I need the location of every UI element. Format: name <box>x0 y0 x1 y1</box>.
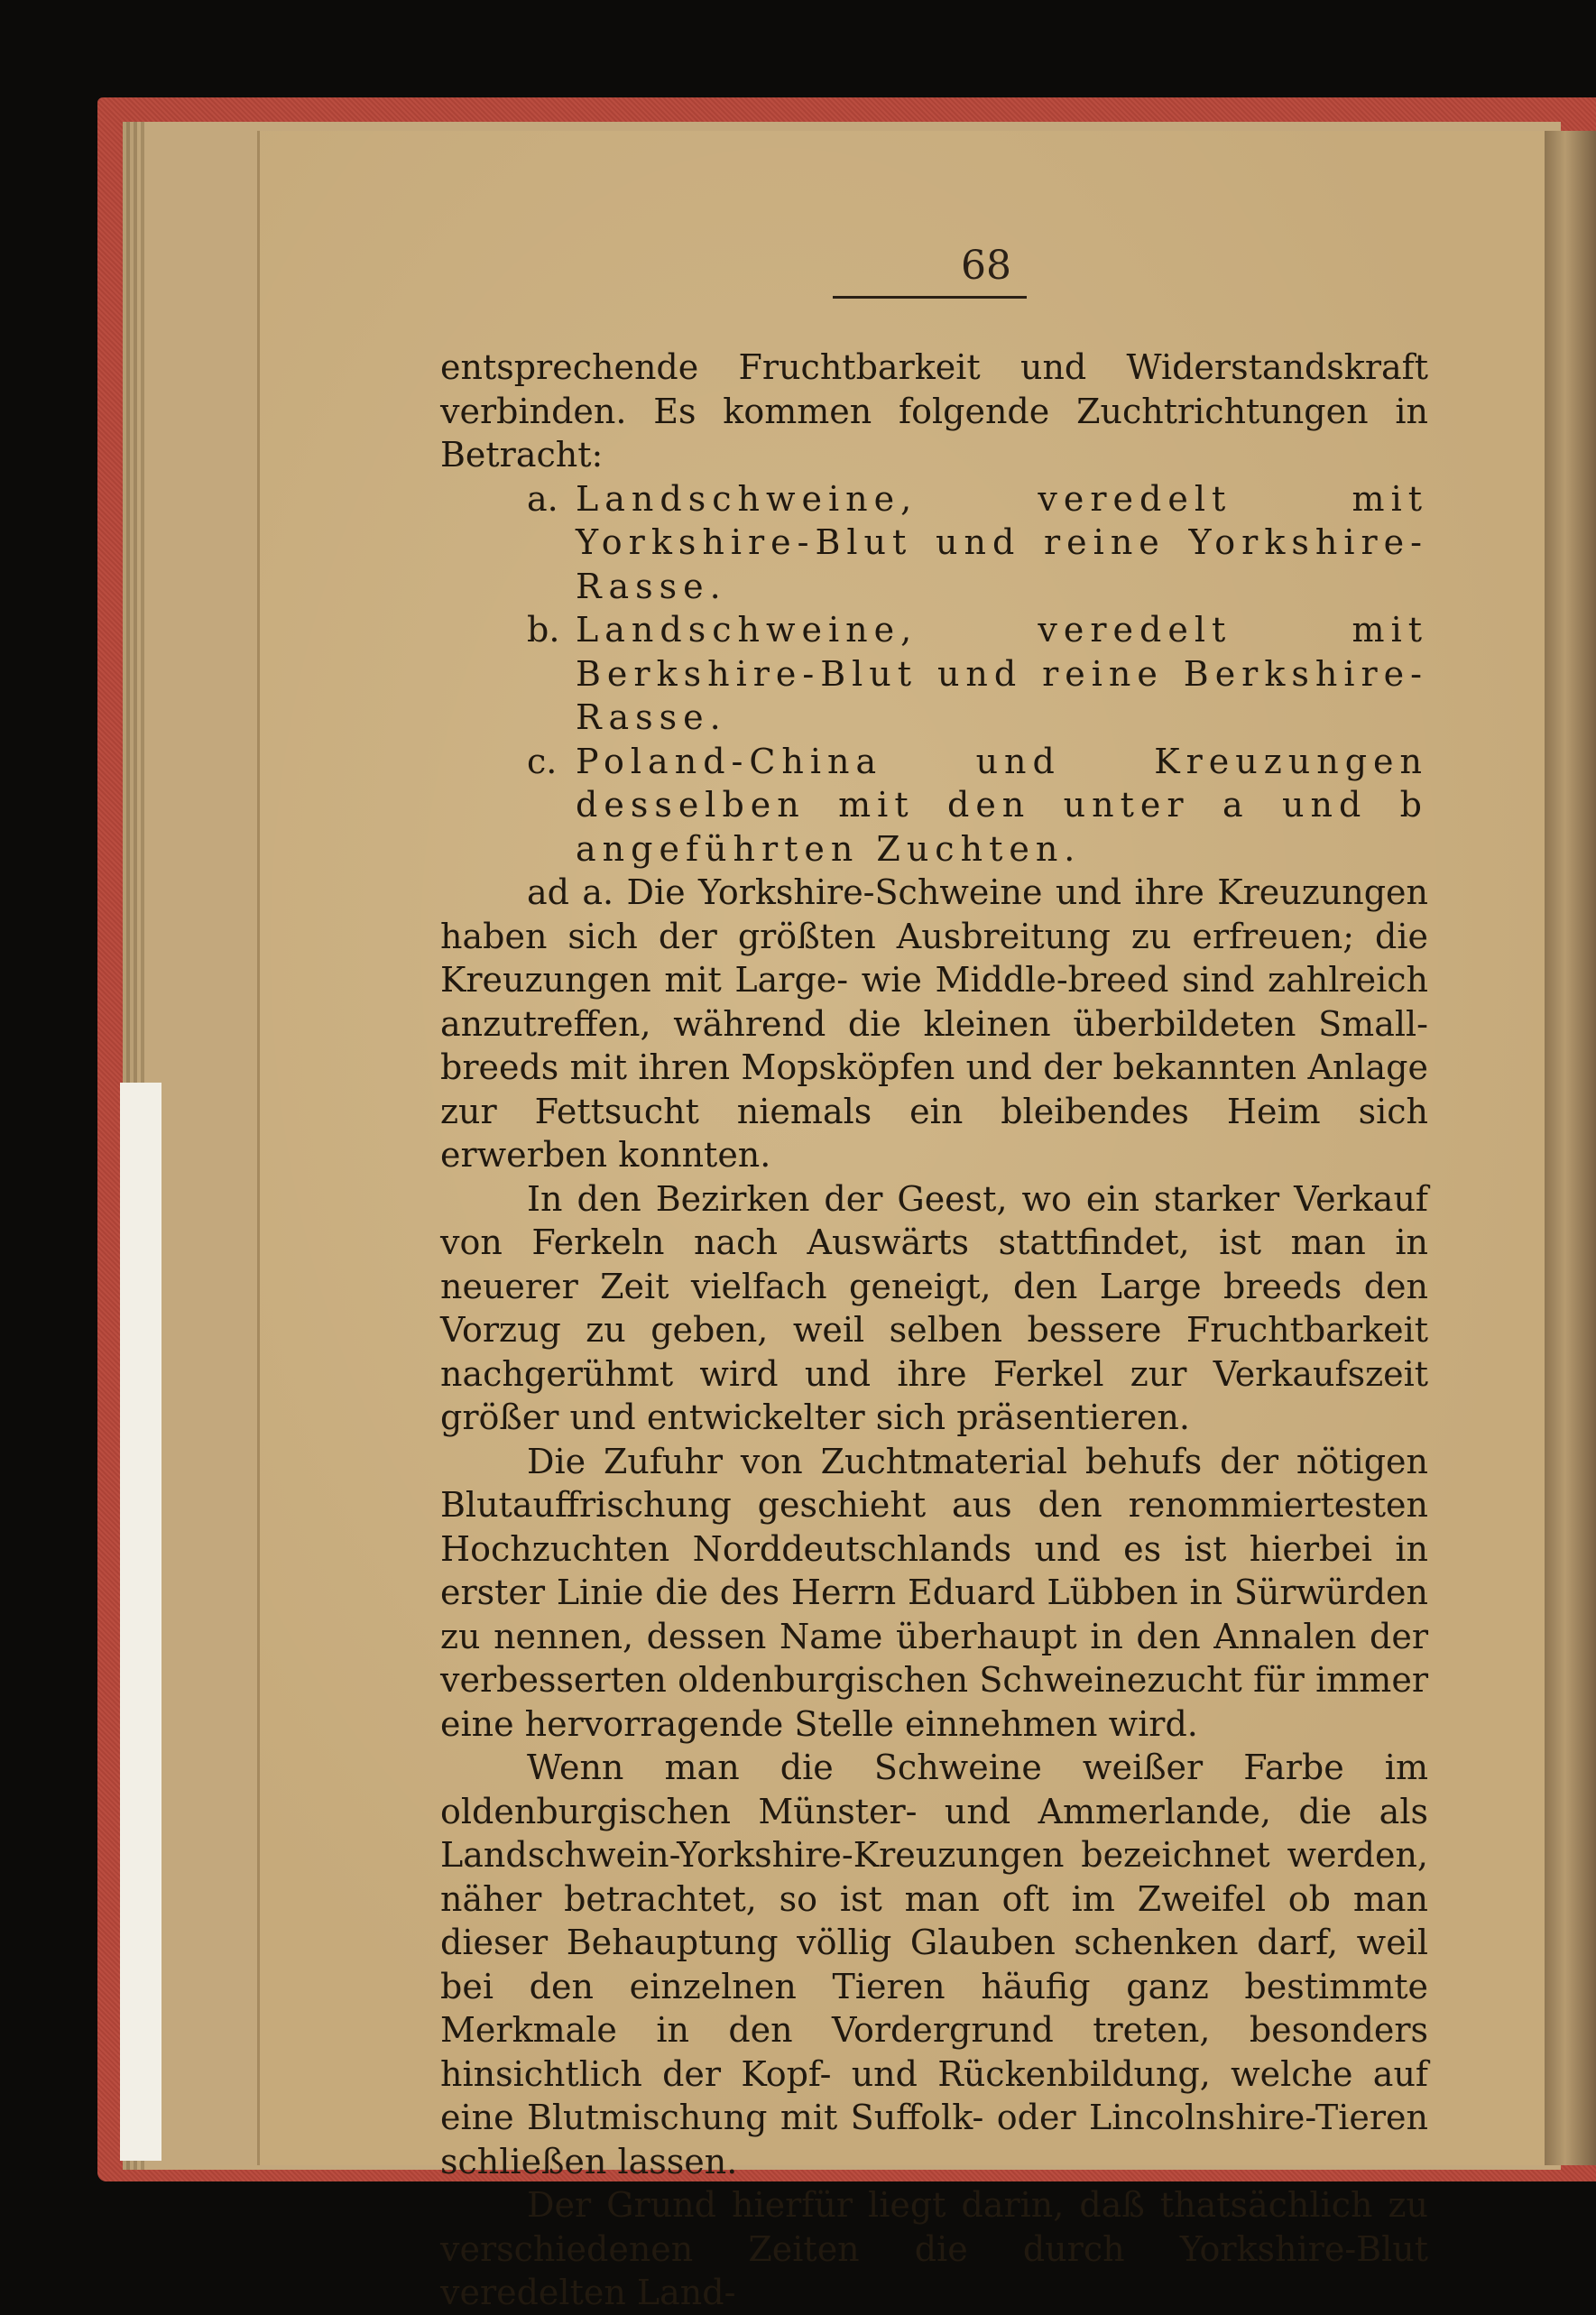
paragraph: Die Zufuhr von Zuchtmaterial behufs der nötigen Blutauffrischung geschieht aus den renommiertesten Hochzuchten Norddeutschlands und es ist hierbei in erster Linie die des Herrn Eduard Lübben in Sürwürden zu nennen, dessen Name überhaupt in den Annalen der verbesserten oldenburgischen Schweinezucht für immer eine hervorragende Stelle einnehmen wird. <box>440 1441 1428 1744</box>
header-rule <box>833 296 1027 299</box>
page-number: 68 <box>961 243 1011 289</box>
list-item <box>440 477 1428 609</box>
paper-strip <box>120 1083 161 2161</box>
breeding-list <box>440 477 1428 872</box>
list-marker: c. <box>527 741 558 781</box>
list-text: Landschweine, veredelt mit Berkshire-Blut und reine Berkshire-Rasse. <box>576 610 1428 737</box>
list-marker: a. <box>527 478 558 519</box>
book-page <box>257 131 1559 2312</box>
paragraph: In den Bezirken der Geest, wo ein starker Verkauf von Ferkeln nach Auswärts stattfindet, ist man in neuerer Zeit vielfach geneigt, den Large breeds den Vorzug zu geben, weil selben bessere Fruchtbarkeit nachgerühmt wird und ihre Ferkel zur Verkaufszeit größer und entwickelter sich präsentieren. <box>440 1178 1428 1437</box>
list-text: Landschweine, veredelt mit Yorkshire-Blut und reine Yorkshire-Rasse. <box>576 478 1428 606</box>
paragraph: Der Grund hierfür liegt darin, daß thatsächlich zu verschiedenen Zeiten die durch Yorkshire-Blut veredelten Land- <box>440 2185 1428 2312</box>
paragraph: ad a. Die Yorkshire-Schweine und ihre Kreuzungen haben sich der größten Ausbreitung zu erfreuen; die Kreuzungen mit Large- wie Middle-breed sind zahlreich anzutreffen, während die kleinen überbildeten Small-breeds mit ihren Mopsköpfen und der bekannten Anlage zur Fettsucht niemals ein bleibendes Heim sich erwerben konnten. <box>440 872 1428 1175</box>
page-text <box>440 346 1428 2315</box>
paragraph: Wenn man die Schweine weißer Farbe im oldenburgischen Münster- und Ammerlande, die als Landschwein-Yorkshire-Kreuzungen bezeichnet werden, näher betrachtet, so ist man oft im Zweifel ob man dieser Behauptung völlig Glauben schenken darf, weil bei den einzelnen Tieren häufig ganz bestimmte Merkmale in den Vordergrund treten, besonders hinsichtlich der Kopf- und Rückenbildung, welche auf eine Blutmischung mit Suffolk- oder Lincolnshire-Tieren schließen lassen. <box>440 1748 1428 2181</box>
book-gutter <box>1545 131 1596 2165</box>
intro-paragraph: entsprechende Fruchtbarkeit und Widerstandskraft verbinden. Es kommen folgende Zuchtrichtungen in Betracht: <box>440 347 1428 475</box>
list-item <box>440 740 1428 872</box>
list-marker: b. <box>527 610 560 650</box>
list-item <box>440 608 1428 740</box>
list-text: Poland-China und Kreuzungen desselben mit den unter a und b angeführten Zuchten. <box>576 741 1428 869</box>
